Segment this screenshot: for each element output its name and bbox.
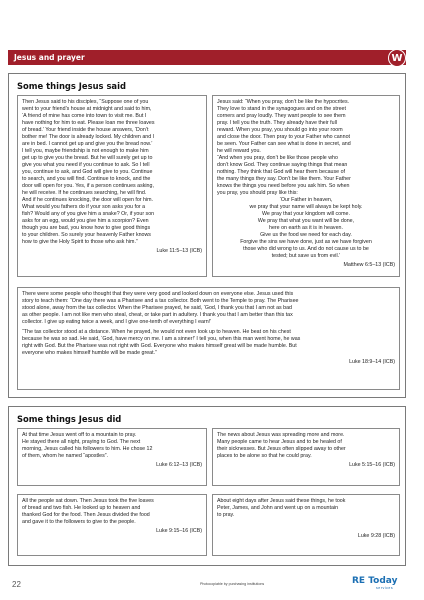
passage-luke-18 [17, 287, 400, 390]
passage-matthew-6 [212, 95, 400, 277]
passage-text: Then Jesus said to his disciples, “Suppose one of you went to your friend’s house at midnight and said to him, ‘A friend of mine has come into town to visit me. But I have nothing for him to eat. Please loan me three loaves of bread.’ Your friend inside the house answers, ‘Don’t bother me! The door is already locked. My children and I are in bed. I cannot get up and give you the bread now.’ I tell you, maybe friendship is not enough to make him get up to give you the bread. But he will surely get up to give you what you need if you continue to ask. So I tell you, continue to ask, and God will give to you. Continue to search, and you will find. Continue to knock, and the door will open for you. Yes, if a person continues asking, he will receive. If he continues searching, he will find. And if he continues knocking, the door will open for him. What would you fathers do if your son asks you for a fish? Would any of you give him a snake? Or, if your son asks for an egg, would you give him a scorpion? Even though you are bad, you know how to give good things to your children. So surely your heavenly Father knows how to give the Holy Spirit to those who ask him.” [22, 99, 155, 245]
passage-reference: Matthew 6:5–13 (ICB) [343, 261, 395, 268]
passage-luke-9-15 [17, 494, 207, 556]
passage-luke-9-28 [212, 494, 400, 556]
passage-text: The news about Jesus was spreading more and more. Many people came to hear Jesus and to be healed of their sicknesses. But Jesus often slipped away to other places to be alone so that he could pray. [217, 432, 346, 459]
passage-luke-11 [17, 95, 207, 277]
copyright-note: Photocopiable by purchasing institutions [200, 582, 265, 586]
passage-luke-6 [17, 428, 207, 486]
passage-text: “The tax collector stood at a distance. When he prayed, he would not even look up to heaven. He beat on his chest because he was so sad. He said, ‘God, have mercy on me. I am a sinner!’ I tell you, when this man went home, he was right with God. But the Pharisee was not right with God. Everyone who makes himself great will be made humble. But everyone who makes himself humble will be made great.” [22, 328, 301, 356]
logo-subtext: services [376, 586, 394, 590]
section-header-bar [8, 50, 406, 65]
passage-text: Jesus said: “When you pray, don’t be like the hypocrites. They love to stand in the synagogues and on the street corners and pray loudly. They want people to see them pray. I tell you the truth. They already have their full reward. When you pray, you should go into your room and close the door. Then pray to your Father who cannot be seen. Your Father can see what is done in secret, and he will reward you. “And when you pray, don’t be like those people who don’t know God. They continue saying things that mean nothing. They think that God will hear them because of the many things they say. Don’t be like them. Your Father knows the things you need before you ask him. So when you pray, you should pray like this: [217, 99, 351, 196]
logo-text: RE Today [352, 576, 398, 586]
passage-luke-5 [212, 428, 400, 486]
passage-text: About eight days after Jesus said these things, he took Peter, James, and John and went up on a mountain to pray. [217, 498, 346, 518]
lords-prayer-text: ‘Our Father in heaven, we pray that your name will always be kept holy. We pray that your kingdom will come. We pray that what you want will be done, here on earth as it is in heaven. Give us the food we need for each day. Forgive the sins we have done, just as we have forgiven those who did wrong to us. And do not cause us to be tested; but save us from evil.’ [240, 196, 372, 259]
passage-reference: Luke 9:28 (ICB) [357, 532, 395, 539]
passage-reference: Luke 18:9–14 (ICB) [349, 358, 395, 365]
section-did-title: Some things Jesus did [17, 414, 122, 424]
passage-reference: Luke 11:5–13 (ICB) [156, 247, 202, 254]
passage-text: At that time Jesus went off to a mountain to pray. He stayed there all night, praying to God. The next morning, Jesus called his followers to him. He chose 12 of them, whom he named “apostles”. [22, 432, 153, 459]
passage-reference: Luke 6:12–13 (ICB) [156, 461, 202, 468]
section-said-title: Some things Jesus said [17, 81, 126, 91]
publisher-logo [352, 576, 410, 592]
passage-reference: Luke 9:15–16 (ICB) [156, 527, 202, 534]
page-number: 22 [12, 580, 21, 589]
worksheet-badge: W [388, 49, 406, 67]
passage-text: There were some people who thought that they were very good and looked down on everyone else. Jesus used this story to teach them: “One day there was a Pharisee and a tax collector. Both went to the Temple to pray. The Pharisee stood alone, away from the tax collector. When the Pharisee prayed, he said, ‘God, I thank you that I am not as bad as other people. I am not like men who steal, cheat, or take part in adultery. I thank you that I am better than this tax collector. I give up eating twice a week, and I give one-tenth of everything I earn!’ [22, 291, 299, 325]
header-title: Jesus and prayer [14, 53, 85, 62]
passage-text: All the people sat down. Then Jesus took the five loaves of bread and two fish. He looked up to heaven and thanked God for the food. Then Jesus divided the food and gave it to the followers to give to the people. [22, 498, 154, 525]
passage-reference: Luke 5:15–16 (ICB) [349, 461, 395, 468]
